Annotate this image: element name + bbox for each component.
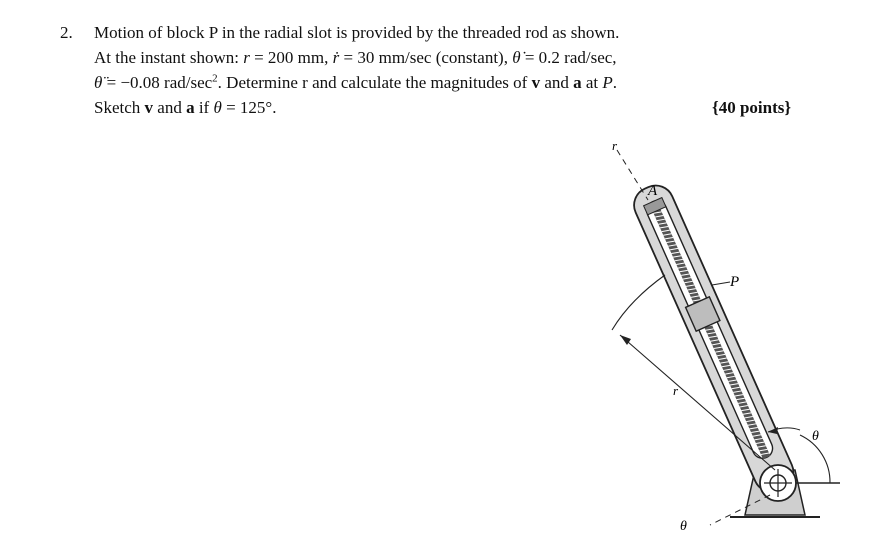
problem-line-4 xyxy=(94,95,276,120)
symbol-P: P xyxy=(602,73,613,92)
text-segment: and xyxy=(540,73,574,92)
figure-svg xyxy=(540,130,870,540)
symbol-a: a xyxy=(186,98,195,117)
r-dimension-arc xyxy=(612,275,665,330)
label-p: P xyxy=(730,274,740,290)
text-segment: = 200 mm, xyxy=(249,48,333,67)
symbol-theta-dot: θ̇ xyxy=(512,48,521,67)
label-r-dim: r xyxy=(673,383,679,398)
text-segment: if xyxy=(194,98,214,117)
label-r-top: r xyxy=(612,138,618,153)
symbol-theta-ddot: θ̈ xyxy=(94,73,103,92)
text-segment: . xyxy=(612,73,618,92)
problem-line-3 xyxy=(94,70,617,95)
text-segment: . Determine r and calculate the magnitudes of xyxy=(217,73,532,92)
text-segment: = 125°. xyxy=(221,98,277,117)
label-a: A xyxy=(648,183,658,199)
text-segment: = −0.08 rad/sec xyxy=(102,73,213,92)
symbol-r: r xyxy=(243,48,250,67)
symbol-r-dot: ṙ xyxy=(332,48,340,67)
text-segment: Sketch xyxy=(94,98,145,117)
text-segment: and xyxy=(153,98,187,117)
problem-number: 2. xyxy=(60,23,73,42)
threaded-rod xyxy=(651,205,770,459)
problem-line-2 xyxy=(94,45,617,70)
p-leader xyxy=(712,282,730,285)
symbol-theta: θ xyxy=(213,98,222,117)
slotted-arm xyxy=(628,180,799,498)
points-label: {40 points} xyxy=(712,98,792,117)
text-segment: = 30 mm/sec (constant), xyxy=(339,48,513,67)
text-segment: At the instant shown: xyxy=(94,48,244,67)
symbol-a: a xyxy=(573,73,582,92)
symbol-v: v xyxy=(144,98,154,117)
pivot xyxy=(760,465,796,501)
text-segment: at xyxy=(581,73,603,92)
text-segment: = 0.2 rad/sec, xyxy=(520,48,617,67)
label-theta-bottom: θ xyxy=(680,519,687,534)
exponent: 2 xyxy=(212,72,218,85)
symbol-v: v xyxy=(531,73,541,92)
label-theta-right: θ xyxy=(812,429,819,444)
problem-line-1: Motion of block P in the radial slot is provided by the threaded rod as shown. xyxy=(94,23,620,42)
mechanism-figure xyxy=(540,130,870,540)
